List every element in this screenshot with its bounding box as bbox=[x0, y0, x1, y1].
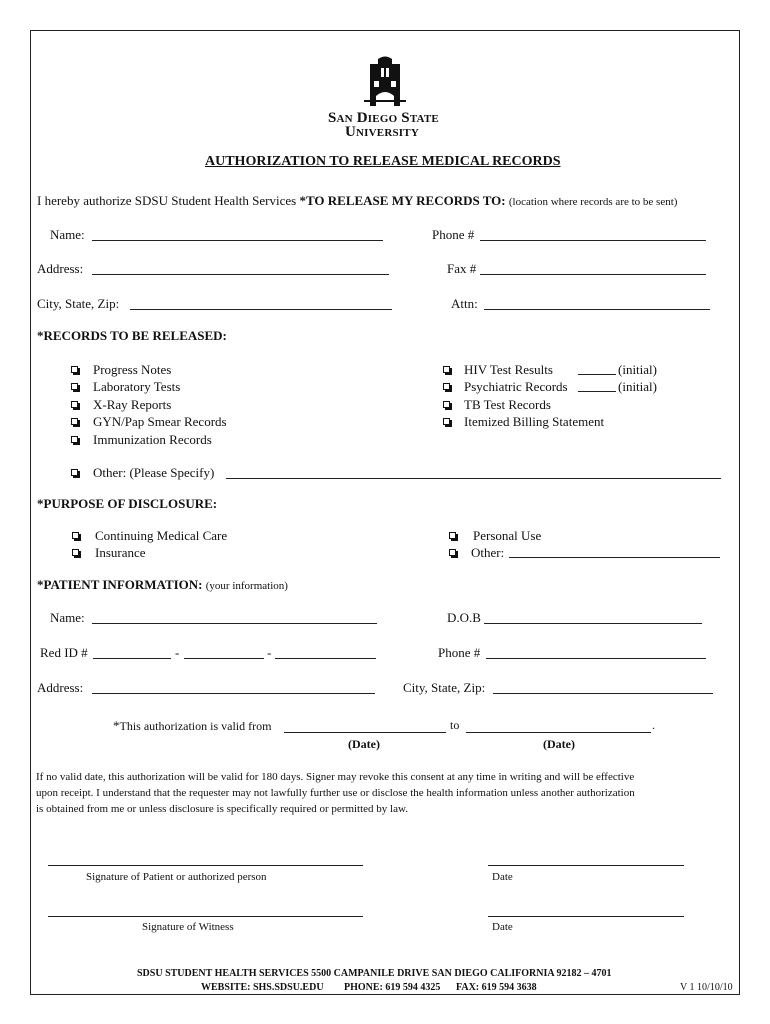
purpose-insurance: Insurance bbox=[95, 545, 146, 560]
checkbox-immunization[interactable] bbox=[71, 436, 78, 443]
footer-address: SDSU STUDENT HEALTH SERVICES 5500 CAMPANILE DRIVE SAN DIEGO CALIFORNIA 92182 – 4701 bbox=[137, 968, 612, 979]
intro-text: I hereby authorize SDSU Student Health Services bbox=[37, 193, 297, 208]
validity-to-text: to bbox=[450, 718, 460, 732]
footer-fax: FAX: 619 594 3638 bbox=[456, 982, 537, 993]
recipient-phone-field[interactable] bbox=[480, 240, 706, 241]
sdsu-campanile-logo bbox=[364, 56, 406, 108]
patient-city-label: City, State, Zip: bbox=[403, 680, 486, 695]
checkbox-progress-notes[interactable] bbox=[71, 366, 78, 373]
checkbox-xray-reports[interactable] bbox=[71, 401, 78, 408]
recipient-attn-field[interactable] bbox=[484, 309, 710, 310]
checkbox-gyn-pap[interactable] bbox=[71, 418, 78, 425]
disclaimer-line-2: upon receipt. I understand that the requester may not lawfully further use or disclose the health information unless another authorization bbox=[36, 787, 635, 799]
psychiatric-initial-field[interactable] bbox=[578, 391, 616, 392]
validity-star: * bbox=[113, 718, 120, 733]
checkbox-personal-use[interactable] bbox=[449, 532, 456, 539]
page-title: AUTHORIZATION TO RELEASE MEDICAL RECORDS bbox=[205, 154, 561, 169]
patient-name-label: Name: bbox=[50, 610, 85, 625]
patient-phone-label: Phone # bbox=[438, 645, 481, 660]
intro-bold: *TO RELEASE MY RECORDS TO: bbox=[299, 193, 506, 208]
record-other-label: Other: (Please Specify) bbox=[93, 465, 215, 480]
recipient-name-label: Name: bbox=[50, 227, 85, 242]
redid-field-2[interactable] bbox=[184, 658, 264, 659]
patient-date-label: Date bbox=[492, 871, 513, 883]
purpose-heading: *PURPOSE OF DISCLOSURE: bbox=[37, 496, 218, 511]
checkbox-continuing-care[interactable] bbox=[72, 532, 79, 539]
redid-dash-1: - bbox=[175, 645, 180, 660]
valid-from-date-field[interactable] bbox=[284, 732, 446, 733]
record-progress-notes: Progress Notes bbox=[93, 362, 172, 377]
recipient-name-field[interactable] bbox=[92, 240, 383, 241]
checkbox-hiv-test[interactable] bbox=[443, 366, 450, 373]
purpose-personal-use: Personal Use bbox=[473, 528, 542, 543]
checkbox-psychiatric[interactable] bbox=[443, 383, 450, 390]
record-hiv-test: HIV Test Results bbox=[464, 362, 553, 377]
to-date-label: (Date) bbox=[543, 737, 575, 751]
recipient-city-field[interactable] bbox=[130, 309, 392, 310]
form-border bbox=[30, 30, 740, 995]
patient-city-field[interactable] bbox=[493, 693, 713, 694]
record-gyn-pap: GYN/Pap Smear Records bbox=[93, 414, 227, 429]
hiv-initial-label: (initial) bbox=[618, 362, 657, 377]
record-itemized-billing: Itemized Billing Statement bbox=[464, 414, 605, 429]
witness-signature-field[interactable] bbox=[48, 916, 363, 917]
recipient-address-label: Address: bbox=[37, 261, 84, 276]
patient-note: (your information) bbox=[205, 580, 288, 592]
purpose-continuing-care: Continuing Medical Care bbox=[95, 528, 228, 543]
disclaimer-line-1: If no valid date, this authorization will be valid for 180 days. Signer may revoke this consent at any time in writing and will be effective bbox=[36, 771, 635, 783]
purpose-other-label: Other: bbox=[471, 545, 505, 560]
intro-note: (location where records are to be sent) bbox=[508, 196, 678, 208]
checkbox-other-records[interactable] bbox=[71, 469, 78, 476]
redid-dash-2: - bbox=[267, 645, 272, 660]
recipient-address-field[interactable] bbox=[92, 274, 389, 275]
from-date-label: (Date) bbox=[348, 737, 380, 751]
checkbox-insurance[interactable] bbox=[72, 549, 79, 556]
hiv-initial-field[interactable] bbox=[578, 374, 616, 375]
patient-address-label: Address: bbox=[37, 680, 84, 695]
patient-name-field[interactable] bbox=[92, 623, 377, 624]
university-name-line1: San Diego State bbox=[328, 110, 439, 126]
recipient-phone-label: Phone # bbox=[432, 227, 475, 242]
footer-phone: PHONE: 619 594 4325 bbox=[344, 982, 441, 993]
patient-address-field[interactable] bbox=[92, 693, 375, 694]
redid-field-1[interactable] bbox=[93, 658, 171, 659]
witness-date-label: Date bbox=[492, 921, 513, 933]
record-xray-reports: X-Ray Reports bbox=[93, 397, 172, 412]
patient-dob-label: D.O.B bbox=[447, 610, 481, 625]
recipient-city-label: City, State, Zip: bbox=[37, 296, 120, 311]
footer-version: V 1 10/10/10 bbox=[680, 982, 733, 993]
checkbox-laboratory-tests[interactable] bbox=[71, 383, 78, 390]
validity-from-text: This authorization is valid from bbox=[119, 719, 272, 733]
patient-heading: *PATIENT INFORMATION: bbox=[37, 577, 203, 592]
record-psychiatric: Psychiatric Records bbox=[464, 379, 568, 394]
recipient-fax-field[interactable] bbox=[480, 274, 706, 275]
record-tb-test: TB Test Records bbox=[464, 397, 551, 412]
patient-dob-field[interactable] bbox=[484, 623, 702, 624]
patient-signature-field[interactable] bbox=[48, 865, 363, 866]
footer-website: WEBSITE: SHS.SDSU.EDU bbox=[201, 982, 324, 993]
patient-heading-line bbox=[37, 577, 288, 593]
records-heading: *RECORDS TO BE RELEASED: bbox=[37, 328, 227, 343]
patient-redid-label: Red ID # bbox=[40, 645, 88, 660]
purpose-other-field[interactable] bbox=[509, 557, 720, 558]
university-name-line2: University bbox=[345, 124, 419, 140]
checkbox-purpose-other[interactable] bbox=[449, 549, 456, 556]
witness-signature-date-field[interactable] bbox=[488, 916, 684, 917]
patient-signature-label: Signature of Patient or authorized person bbox=[86, 871, 267, 883]
record-other-field[interactable] bbox=[226, 478, 721, 479]
checkbox-itemized-billing[interactable] bbox=[443, 418, 450, 425]
redid-field-3[interactable] bbox=[275, 658, 376, 659]
disclaimer-line-3: is obtained from me or unless disclosure is specifically required or permitted by law. bbox=[36, 803, 408, 815]
recipient-attn-label: Attn: bbox=[451, 296, 478, 311]
checkbox-tb-test[interactable] bbox=[443, 401, 450, 408]
psychiatric-initial-label: (initial) bbox=[618, 379, 657, 394]
intro-line bbox=[37, 193, 677, 209]
valid-to-date-field[interactable] bbox=[466, 732, 651, 733]
validity-period: . bbox=[652, 718, 655, 732]
witness-signature-label: Signature of Witness bbox=[142, 921, 234, 933]
recipient-fax-label: Fax # bbox=[447, 261, 477, 276]
validity-line bbox=[113, 718, 271, 734]
patient-signature-date-field[interactable] bbox=[488, 865, 684, 866]
patient-phone-field[interactable] bbox=[486, 658, 706, 659]
record-laboratory-tests: Laboratory Tests bbox=[93, 379, 181, 394]
record-immunization: Immunization Records bbox=[93, 432, 212, 447]
